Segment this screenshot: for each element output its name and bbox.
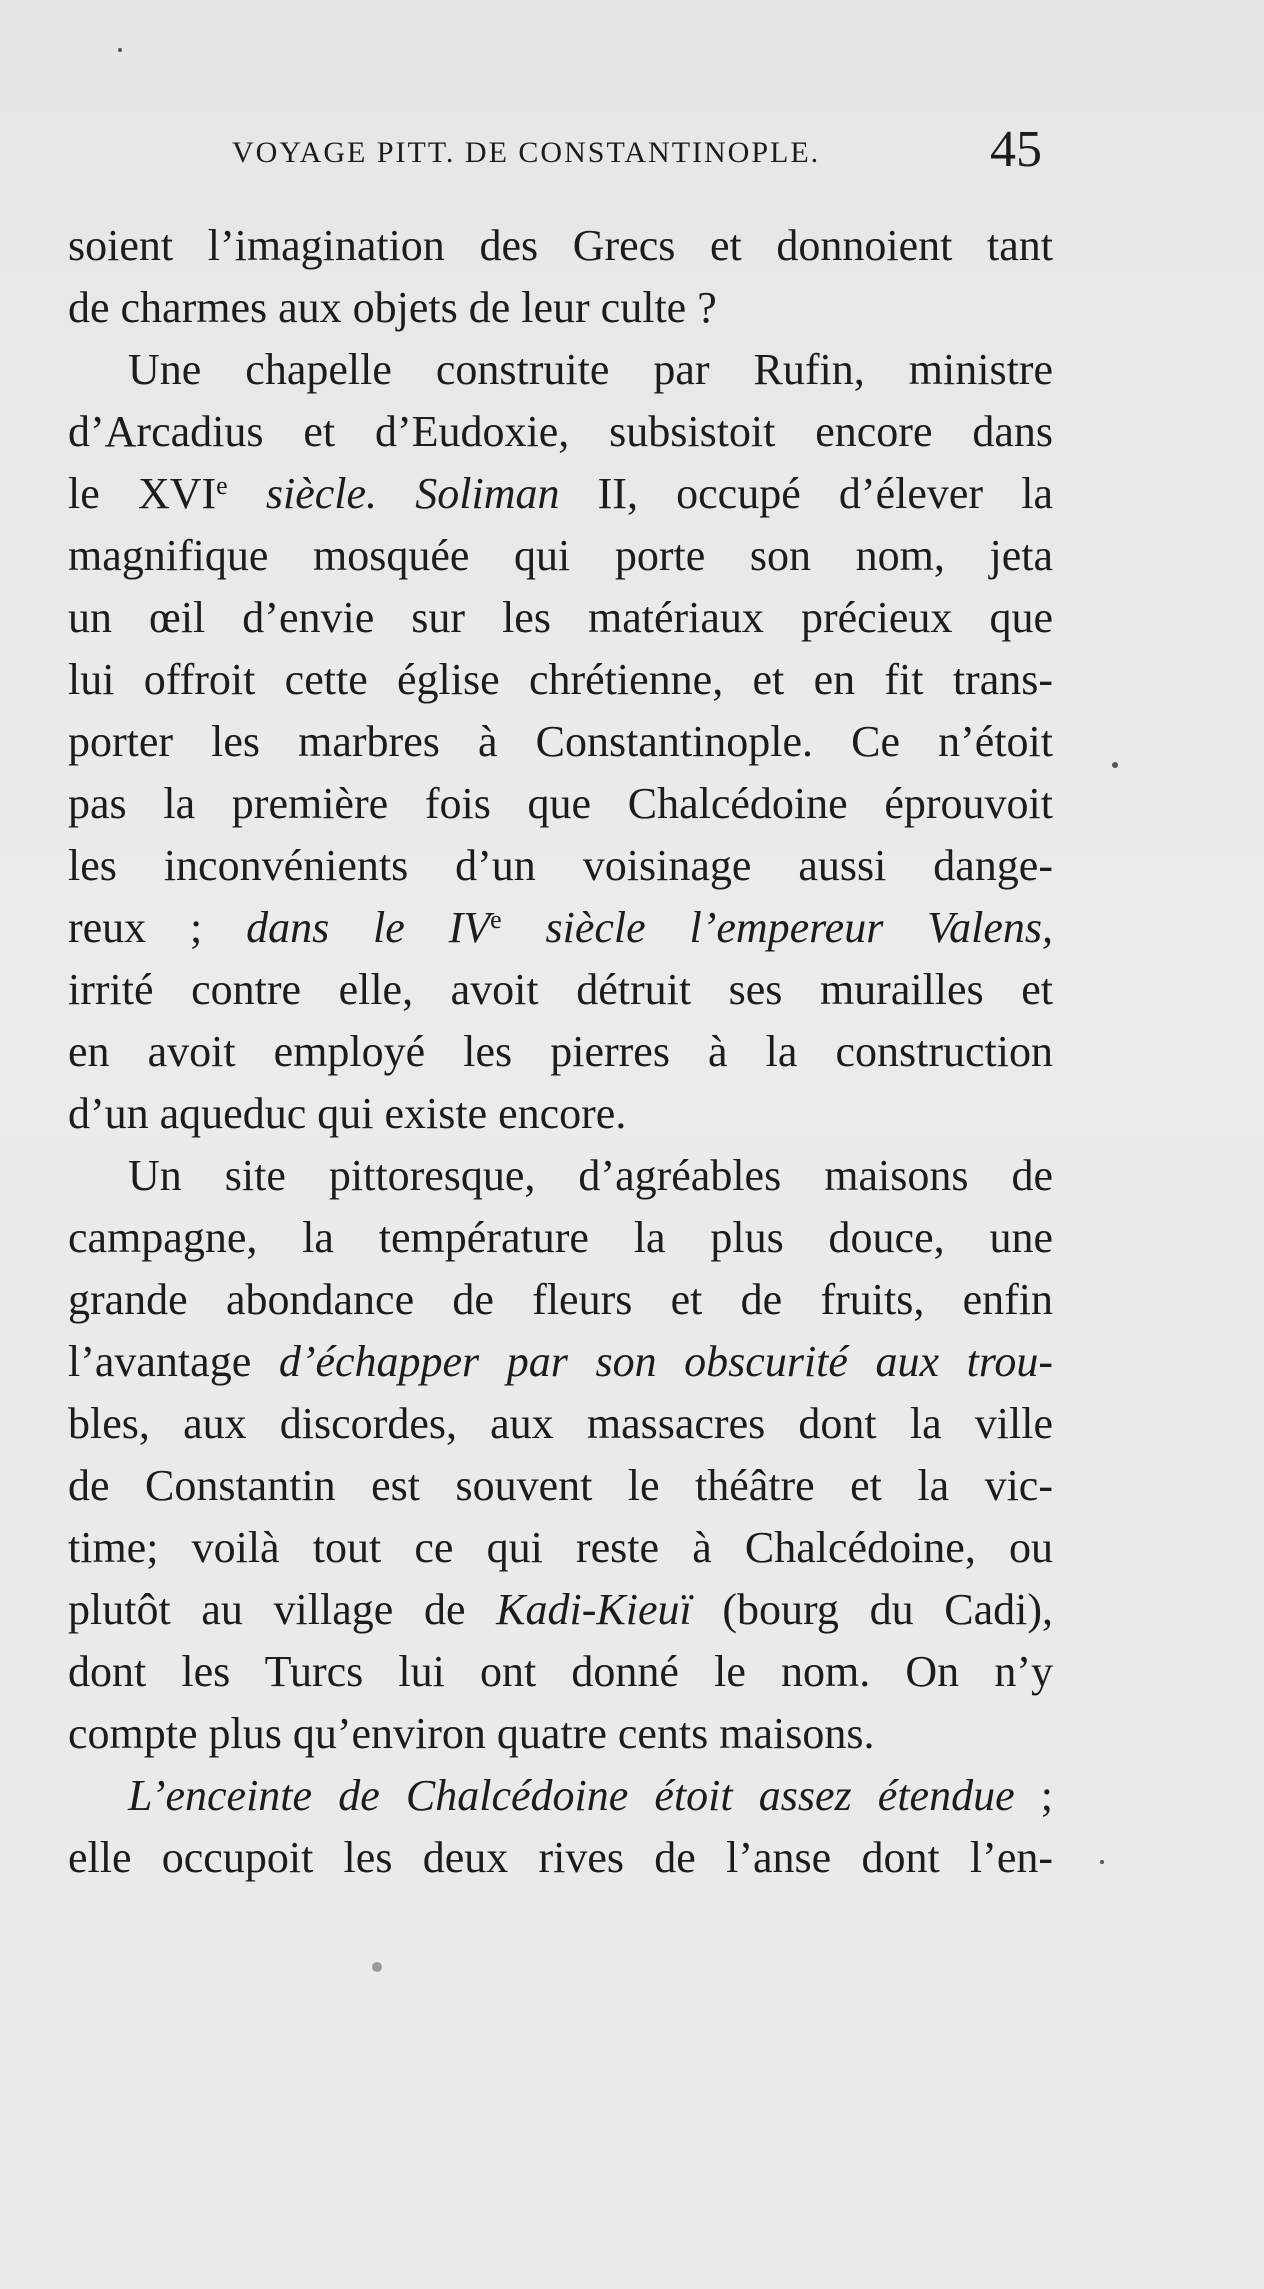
- italic-run: d’échapper par son obscurité aux trou-: [278, 1337, 1054, 1386]
- text-line-12: [68, 897, 1053, 959]
- text-line-17: campagne, la température la plus douce, une: [68, 1213, 1053, 1262]
- paper-speck: [118, 48, 122, 52]
- paper-speck: [1112, 762, 1118, 768]
- body-text: [68, 215, 1053, 1889]
- text-line-13: irrité contre elle, avoit détruit ses murailles et: [68, 965, 1053, 1014]
- text-line-7: un œil d’envie sur les matériaux précieux que: [68, 593, 1053, 642]
- italic-run: siècle l’empereur Valens,: [501, 903, 1054, 952]
- page-number: 45: [990, 121, 1042, 178]
- text-run: l’avantage: [68, 1337, 279, 1386]
- superscript: e: [216, 471, 228, 500]
- italic-run: L’enceinte de Chalcédoine étoit assez étendue: [128, 1771, 1015, 1820]
- text-line-9: porter les marbres à Constantinople. Ce n’étoit: [68, 717, 1053, 766]
- text-run: ;: [1014, 1771, 1053, 1820]
- italic-run: siècle. Soliman: [227, 469, 560, 518]
- italic-run: dans le IV: [246, 903, 491, 952]
- text-line-22: time; voilà tout ce qui reste à Chalcédoine, ou: [68, 1523, 1053, 1572]
- running-title: VOYAGE PITT. DE CONSTANTINOPLE.: [232, 136, 821, 169]
- italic-run: Kadi-Kieuï: [496, 1585, 692, 1634]
- text-run: plutôt au village de: [68, 1585, 497, 1634]
- text-line-16: Un site pittoresque, d’agréables maisons de: [128, 1151, 1053, 1200]
- text-run: II, occupé d’élever la: [559, 469, 1053, 518]
- text-line-5: [68, 463, 1053, 525]
- text-line-3: Une chapelle construite par Rufin, ministre: [128, 345, 1053, 394]
- text-line-1: soient l’imagination des Grecs et donnoient tant: [68, 221, 1053, 270]
- text-line-25: compte plus qu’environ quatre cents maisons.: [68, 1709, 875, 1758]
- text-line-27: elle occupoit les deux rives de l’anse dont l’en-: [68, 1833, 1053, 1882]
- text-run: (bourg du Cadi),: [691, 1585, 1053, 1634]
- text-line-6: magnifique mosquée qui porte son nom, jeta: [68, 531, 1053, 580]
- paper-speck: [372, 1962, 382, 1972]
- paper-speck: [1100, 1860, 1104, 1864]
- text-line-8: lui offroit cette église chrétienne, et en fit trans-: [68, 655, 1053, 704]
- text-line-24: dont les Turcs lui ont donné le nom. On n’y: [68, 1647, 1053, 1696]
- text-line-23: [68, 1579, 1053, 1641]
- text-line-14: en avoit employé les pierres à la construction: [68, 1027, 1053, 1076]
- text-run: le XVI: [68, 469, 217, 518]
- text-line-10: pas la première fois que Chalcédoine éprouvoit: [68, 779, 1053, 828]
- text-line-11: les inconvénients d’un voisinage aussi dange-: [68, 841, 1053, 890]
- text-line-26: [68, 1765, 1053, 1827]
- text-run: reux ;: [68, 903, 247, 952]
- text-line-4: d’Arcadius et d’Eudoxie, subsistoit encore dans: [68, 407, 1053, 456]
- text-line-15: d’un aqueduc qui existe encore.: [68, 1089, 627, 1138]
- text-line-21: de Constantin est souvent le théâtre et la vic-: [68, 1461, 1053, 1510]
- running-head: [232, 121, 1052, 188]
- text-line-18: grande abondance de fleurs et de fruits, enfin: [68, 1275, 1053, 1324]
- text-line-19: [68, 1331, 1053, 1393]
- text-line-20: bles, aux discordes, aux massacres dont la ville: [68, 1399, 1053, 1448]
- superscript: e: [490, 905, 502, 934]
- text-line-2: de charmes aux objets de leur culte ?: [68, 283, 717, 332]
